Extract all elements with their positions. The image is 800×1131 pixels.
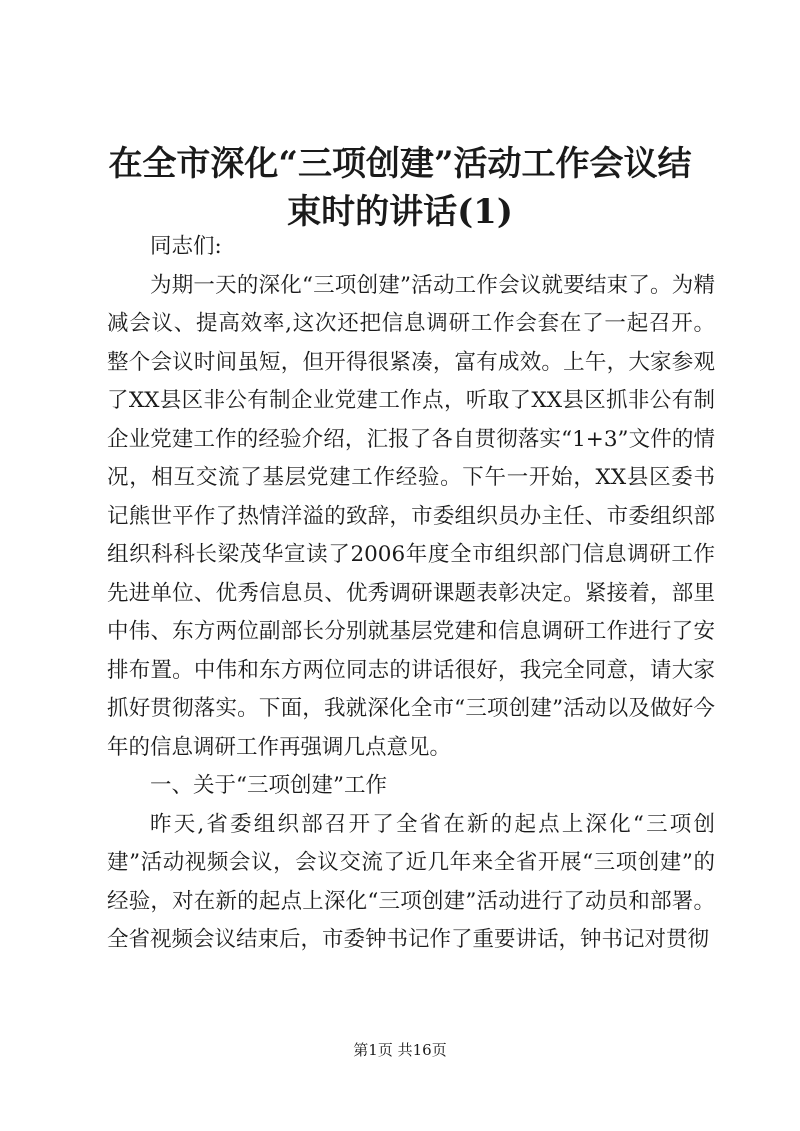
document-body bbox=[107, 228, 715, 960]
body-paragraph: 昨天,省委组织部召开了全省在新的起点上深化“三项创建”活动视频会议，会议交流了近几年来全省开展“三项创建”的经验，对在新的起点上深化“三项创建”活动进行了动员和部署。全省视频会议结束后，市委钟书记作了重要讲话，钟书记对贯彻 bbox=[107, 811, 715, 952]
body-paragraph: 为期一天的深化“三项创建”活动工作会议就要结束了。为精减会议、提高效率,这次还把信息调研工作会套在了一起召开。整个会议时间虽短，但开得很紧凑，富有成效。上午，大家参观了XX县区非公有制企业党建工作点，听取了XX县区抓非公有制企业党建工作的经验介绍，汇报了各自贯彻落实“1+3”文件的情况，相互交流了基层党建工作经验。下午一开始，XX县区委书记熊世平作了热情洋溢的致辞，市委组织员办主任、市委组织部组织科科长梁茂华宣读了2006年度全市组织部门信息调研工作先进单位、优秀信息员、优秀调研课题表彰决定。紧接着，部里中伟、东方两位副部长分别就基层党建和信息调研工作进行了安排布置。中伟和东方两位同志的讲话很好，我完全同意，请大家抓好贯彻落实。下面，我就深化全市“三项创建”活动以及做好今年的信息调研工作再强调几点意见。 bbox=[107, 272, 715, 760]
page-number-footer: 第1页 共16页 bbox=[353, 1041, 447, 1059]
document-title: 在全市深化“三项创建”活动工作会议结束时的讲话(1) bbox=[108, 144, 692, 232]
section-heading: 一、关于“三项创建”工作 bbox=[150, 773, 387, 798]
salutation-paragraph: 同志们: bbox=[150, 234, 222, 259]
